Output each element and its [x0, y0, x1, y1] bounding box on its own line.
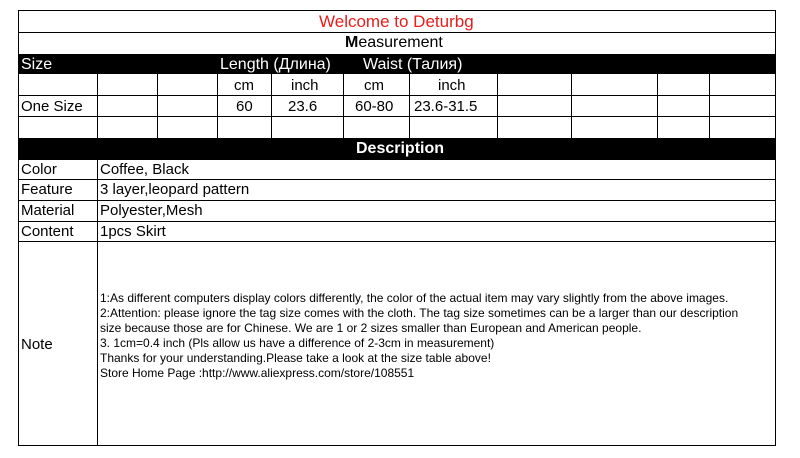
- note-line: 2:Attention: please ignore the tag size comes with the cloth. The tag size sometimes can be a larger than our description size because those are for Chinese. We are 1 or 2 sizes smaller than European and American people.: [100, 306, 739, 335]
- content-label: Content: [21, 223, 74, 240]
- measurement-heading-initial: M: [345, 34, 359, 51]
- size-chart-table: [18, 10, 776, 446]
- note-line: 1:As different computers display colors differently, the color of the actual item may vary slightly from the above images.: [100, 291, 729, 305]
- content-value: 1pcs Skirt: [100, 223, 166, 240]
- length-column-header: Length (Длина): [220, 56, 331, 73]
- note-line: 3. 1cm=0.4 inch (Pls allow us have a difference of 2-3cm in measurement): [100, 336, 495, 350]
- note-label: Note: [21, 336, 53, 353]
- waist-column-header: Waist (Талия): [363, 56, 463, 73]
- feature-label: Feature: [21, 181, 73, 198]
- unit-waist-cm: cm: [364, 77, 384, 94]
- color-label: Color: [21, 161, 57, 178]
- description-heading: Description: [356, 140, 445, 157]
- measurement-heading-rest: easurement: [358, 34, 443, 51]
- length-inch-value: 23.6: [288, 98, 318, 115]
- shop-title: Welcome to Deturbg: [319, 12, 474, 31]
- material-value: Polyester,Mesh: [100, 202, 203, 219]
- size-column-header: Size: [21, 56, 53, 73]
- note-line: Thanks for your understanding.Please take a look at the size table above!: [100, 351, 491, 365]
- material-label: Material: [21, 202, 75, 219]
- note-text: [100, 291, 760, 381]
- color-value: Coffee, Black: [100, 161, 189, 178]
- feature-value: 3 layer,leopard pattern: [100, 181, 250, 198]
- waist-cm-value: 60-80: [355, 98, 394, 115]
- length-cm-value: 60: [236, 98, 253, 115]
- unit-length-inch: inch: [291, 77, 319, 94]
- unit-length-cm: cm: [234, 77, 254, 94]
- unit-waist-inch: inch: [438, 77, 466, 94]
- measurement-heading: [345, 35, 443, 51]
- note-line: Store Home Page :http://www.aliexpress.com/store/108551: [100, 366, 415, 380]
- waist-inch-value: 23.6-31.5: [414, 98, 478, 115]
- size-value: One Size: [21, 98, 83, 115]
